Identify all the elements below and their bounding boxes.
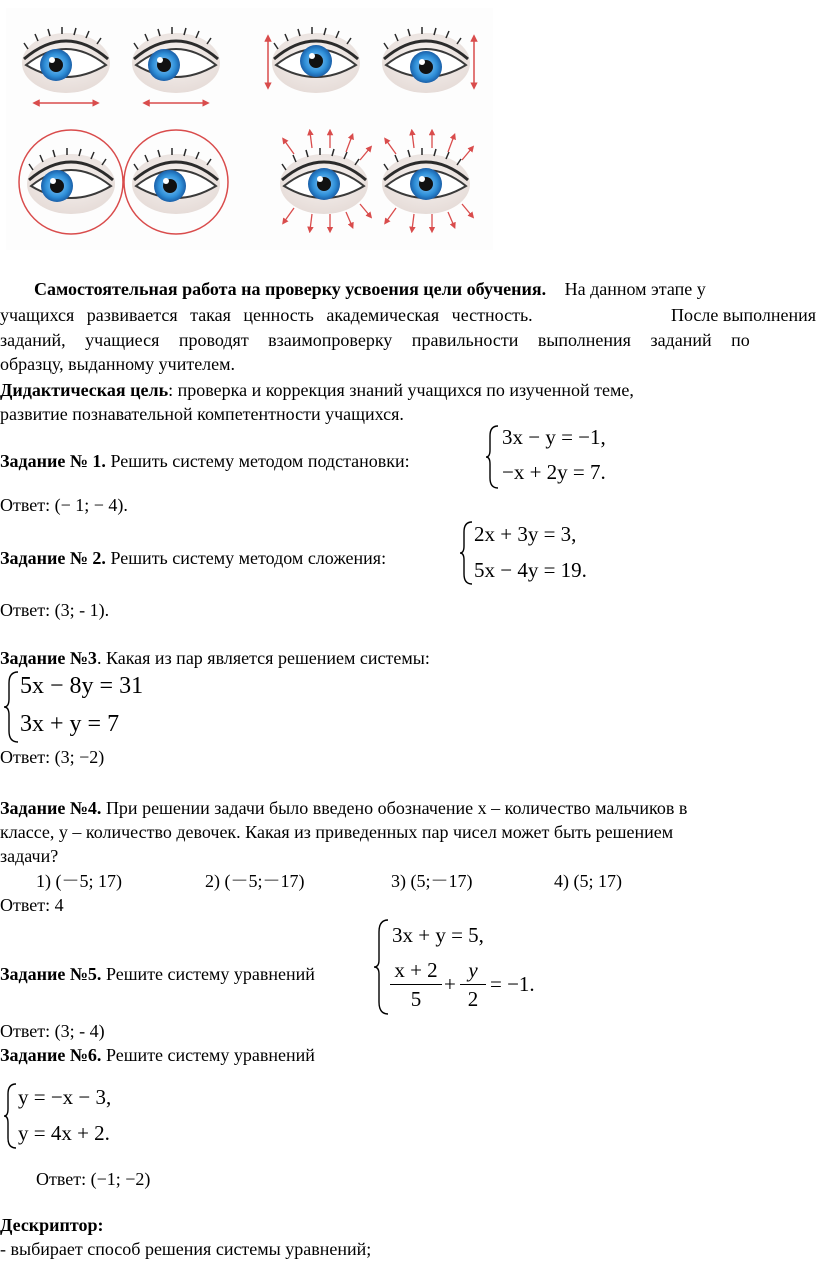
eye-look-down [382, 27, 470, 93]
task-1-equation-1: 3x − y = −1, [502, 425, 606, 449]
eye-rotate-left [27, 148, 115, 214]
intro-paragraph-line [0, 304, 816, 326]
task-5-equation-2-tail: = −1. [490, 972, 535, 996]
plus-sign: + [444, 972, 456, 996]
system-brace [2, 670, 20, 744]
didactic-text: развитие познавательной компетентности учащихся. [0, 404, 404, 424]
fraction-denominator: 5 [410, 987, 422, 1011]
task-5-text: Решите систему уравнений [101, 964, 315, 984]
task-3-equation-2: 3x + y = 7 [20, 711, 120, 737]
task-5-statement [0, 963, 315, 985]
didactic-goal [0, 379, 634, 401]
task-5-label: Задание №5. [0, 964, 102, 984]
task-5-equation-1: 3x + y = 5, [392, 923, 484, 947]
eye-look-up [272, 27, 360, 93]
system-brace [484, 424, 500, 490]
task-4-label: Задание №4. [0, 798, 102, 818]
task-4-option-3: 3) (5;－17) [391, 871, 473, 891]
task-4-text: При решении задачи было введено обозначение x – количество мальчиков в [101, 798, 688, 818]
task-6-text: Решите систему уравнений [101, 1045, 315, 1065]
task-4-text: задачи? [0, 846, 59, 866]
task-2-statement [0, 547, 386, 569]
descriptor-title: Дескриптор: [0, 1215, 104, 1235]
task-1-equation-2: −x + 2y = 7. [502, 460, 606, 484]
task-5-answer: Ответ: (3; - 4) [0, 1021, 105, 1041]
didactic-text: : проверка и коррекция знаний учащихся по изученной теме, [168, 380, 634, 400]
task-4-option-4: 4) (5; 17) [554, 871, 622, 891]
intro-paragraph-line [34, 278, 706, 300]
task-4-option-2: 2) (－5;－17) [205, 871, 305, 891]
section-title: Самостоятельная работа на проверку усвоения цели обучения. [34, 279, 547, 299]
task-6-equation-1: y = −x − 3, [18, 1085, 112, 1109]
intro-paragraph-line: образцу, выданному учителем. [0, 354, 236, 374]
task-3-label: Задание №3 [0, 648, 97, 668]
system-brace [458, 520, 474, 586]
task-3-text: . Какая из пар является решением системы: [96, 648, 430, 668]
task-3-equation-1: 5x − 8y = 31 [20, 673, 144, 699]
task-6-equation-2: y = 4x + 2. [18, 1121, 110, 1145]
task-6-answer: Ответ: (−1; −2) [36, 1169, 151, 1189]
fraction-bar [390, 984, 442, 985]
task-1-statement [0, 450, 410, 472]
fraction-bar [460, 984, 486, 985]
descriptor-label [0, 1214, 104, 1236]
eye-rotate-right [132, 148, 220, 214]
fraction-denominator: 2 [467, 987, 479, 1011]
intro-text: После выполнения [670, 305, 816, 325]
eye-squeeze [280, 132, 370, 230]
task-5-fraction-1 [390, 958, 442, 1011]
fraction-numerator: y [468, 958, 478, 982]
task-6-statement [0, 1044, 315, 1066]
task-6-label: Задание №6. [0, 1045, 102, 1065]
fraction-numerator: x + 2 [394, 958, 438, 982]
eye-look-right [132, 27, 220, 93]
task-3-answer: Ответ: (3; −2) [0, 747, 105, 767]
task-2-equation-2: 5x − 4y = 19. [474, 558, 587, 582]
intro-text: На данном этапе у [564, 279, 706, 299]
didactic-label: Дидактическая цель [0, 380, 169, 400]
system-brace [372, 918, 390, 1016]
task-4-statement [0, 797, 687, 819]
eye-look-left [22, 27, 110, 93]
task-4-answer: Ответ: 4 [0, 895, 64, 915]
intro-text: учащихся развивается такая ценность академическая честность. [0, 305, 533, 325]
task-1-answer: Ответ: (− 1; − 4). [0, 495, 128, 515]
eye-exercises-figure [6, 8, 493, 250]
intro-paragraph-line: заданий, учащиеся проводят взаимопроверку правильности выполнения заданий по [0, 330, 750, 350]
task-2-text: Решить систему методом сложения: [105, 548, 387, 568]
task-2-answer: Ответ: (3; - 1). [0, 600, 110, 620]
task-4-text: классе, y – количество девочек. Какая из приведенных пар чисел может быть решением [0, 822, 674, 842]
task-3-statement [0, 647, 430, 669]
task-4-option-1: 1) (－5; 17) [36, 871, 122, 891]
system-brace [2, 1082, 18, 1150]
task-5-fraction-2 [460, 958, 486, 1011]
eye-squeeze [382, 132, 472, 230]
task-2-label: Задание № 2. [0, 548, 106, 568]
task-2-equation-1: 2x + 3y = 3, [474, 522, 577, 546]
task-1-label: Задание № 1. [0, 451, 106, 471]
task-1-text: Решить систему методом подстановки: [105, 451, 410, 471]
descriptor-item: - выбирает способ решения системы уравнений; [0, 1239, 372, 1259]
